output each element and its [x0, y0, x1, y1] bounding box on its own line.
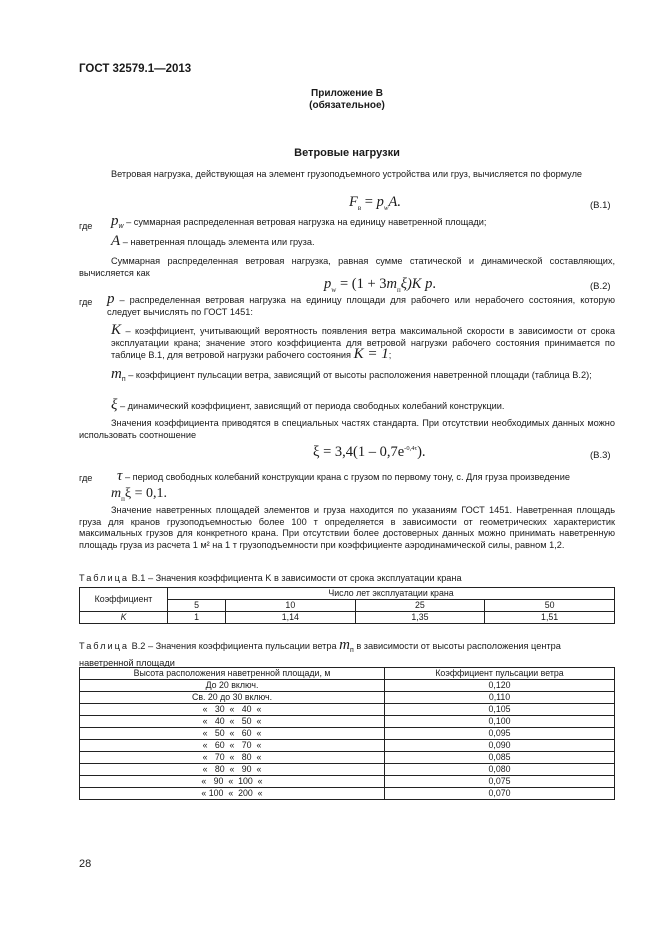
definition-p: p – распределенная ветровая нагрузка на единицу площади для рабочего или нерабочего состояния, которую следует вычислять по ГОСТ 1451: [107, 291, 615, 317]
table-b2-height: « 70 « 80 « [80, 752, 385, 764]
table-b2-height: « 100 « 200 « [80, 788, 385, 800]
table-b1-caption: Таблица В.1 – Значения коэффициента K в зависимости от срока эксплуатации крана [79, 573, 462, 583]
table-row [80, 680, 615, 692]
table-b2-coef: 0,090 [385, 740, 615, 752]
table-b1-year: 10 [226, 600, 356, 612]
table-row [80, 692, 615, 704]
table-b2-coef: 0,120 [385, 680, 615, 692]
table-b2-height: « 90 « 100 « [80, 776, 385, 788]
table-b1-year: 25 [355, 600, 485, 612]
where-label-3: где [79, 473, 93, 483]
coef-paragraph: Значения коэффициента приводятся в специальных частях стандарта. При отсутствии необходимых данных можно использовать соотношение [79, 418, 615, 440]
definition-A: A – наветренная площадь элемента или груза. [111, 233, 315, 249]
table-b2-coef: 0,095 [385, 728, 615, 740]
equation-b2: $p_w = (1 + 3m_п\xi)K$ p. [324, 276, 436, 294]
definition-pw: $p_w$ – суммарная распределенная ветровая нагрузка на единицу наветренной площади; [111, 213, 487, 230]
table-b2-coef: 0,105 [385, 704, 615, 716]
definition-tau: τ – период свободных колебаний конструкции крана с грузом по первому тону, с. Для груза произведение [117, 468, 570, 484]
area-paragraph: Значение наветренных площадей элементов и груза находится по указаниям ГОСТ 1451. Наветренная площадь груза для кранов грузоподъемностью более 100 т определяется в зависимости от геометрических характеристик максимальных грузов для конкретного крана. При отсутствии более достоверных данных можно принимать наветренную площадь груза из расчета 1 м² на 1 т грузоподъемности при коэффициенте аэродинамической силы, равном 1,2. [79, 505, 615, 550]
table-b1-value: 1 [168, 612, 226, 624]
section-title: Ветровые нагрузки [294, 147, 400, 159]
page-number: 28 [79, 858, 92, 870]
table-b1-value: 1,35 [355, 612, 485, 624]
table-b2-caption: Таблица В.2 – Значения коэффициента пульсации ветра $m_п$ в зависимости от высоты расположения центра наветренной площади [79, 637, 561, 668]
appendix-status: (обязательное) [309, 100, 385, 111]
table-row [80, 752, 615, 764]
table-b1-header-years: Число лет эксплуатации крана [168, 588, 615, 600]
document-code: ГОСТ 32579.1—2013 [79, 63, 192, 75]
sum-paragraph: Суммарная распределенная ветровая нагрузка, равная сумме статической и динамической составляющих, вычисляется как [79, 256, 615, 278]
table-b1-value: 1,51 [485, 612, 615, 624]
equation-number-b1: (В.1) [590, 200, 611, 211]
definition-K: K – коэффициент, учитывающий вероятность появления ветра максимальной скорости в зависимости от срока эксплуатации крана; значение этого коэффициента для ветровой нагрузки рабочего состояния принимается по таблице В.1, для ветровой нагрузки рабочего состояния K = 1; [111, 322, 615, 363]
table-b2-coef: 0,075 [385, 776, 615, 788]
table-row [80, 788, 615, 800]
definition-xi: ξ – динамический коэффициент, зависящий от периода свободных колебаний конструкции. [111, 397, 505, 413]
table-b2-coef: 0,100 [385, 716, 615, 728]
equation-b3: $\xi = 3,4(1 - 0,7e^{-0,4\tau})$. [313, 444, 426, 460]
table-b1-value: 1,14 [226, 612, 356, 624]
mxi-product: $m_п\xi = 0,1$. [111, 486, 168, 503]
table-b1-year: 50 [485, 600, 615, 612]
equation-number-b2: (В.2) [590, 281, 611, 292]
table-row [80, 716, 615, 728]
table-b2-header-height: Высота расположения наветренной площади, м [80, 668, 385, 680]
table-b2-height: До 20 включ. [80, 680, 385, 692]
definition-m: $m_п$ – коэффициент пульсации ветра, зависящий от высоты расположения наветренной площади (таблица В.2); [111, 366, 592, 383]
table-b2-height: « 60 « 70 « [80, 740, 385, 752]
table-row [80, 728, 615, 740]
equation-b1: $F_в = p_wA$. [349, 194, 402, 212]
table-row [80, 776, 615, 788]
table-b2-coef: 0,110 [385, 692, 615, 704]
table-b2-coef: 0,070 [385, 788, 615, 800]
intro-paragraph: Ветровая нагрузка, действующая на элемент грузоподъемного устройства или груз, вычисляется по формуле [111, 169, 583, 179]
table-row [80, 764, 615, 776]
table-b1-year: 5 [168, 600, 226, 612]
table-b2-coef: 0,085 [385, 752, 615, 764]
table-b2-coef: 0,080 [385, 764, 615, 776]
table-b2-height: « 30 « 40 « [80, 704, 385, 716]
table-b2-height: « 80 « 90 « [80, 764, 385, 776]
table-row [80, 704, 615, 716]
table-b1-header-coef: Коэффициент [80, 588, 168, 612]
table-b2-height: Св. 20 до 30 включ. [80, 692, 385, 704]
table-row [80, 740, 615, 752]
table-b1 [79, 587, 615, 624]
table-b1-row-label: K [80, 612, 168, 624]
table-b2-height: « 50 « 60 « [80, 728, 385, 740]
appendix-heading [79, 88, 615, 112]
table-b2-header-coef: Коэффициент пульсации ветра [385, 668, 615, 680]
table-b2-height: « 40 « 50 « [80, 716, 385, 728]
where-label: где [79, 221, 93, 231]
appendix-title: Приложение В [311, 88, 383, 99]
equation-number-b3: (В.3) [590, 450, 611, 461]
where-label-2: где [79, 297, 93, 307]
table-b2 [79, 667, 615, 800]
